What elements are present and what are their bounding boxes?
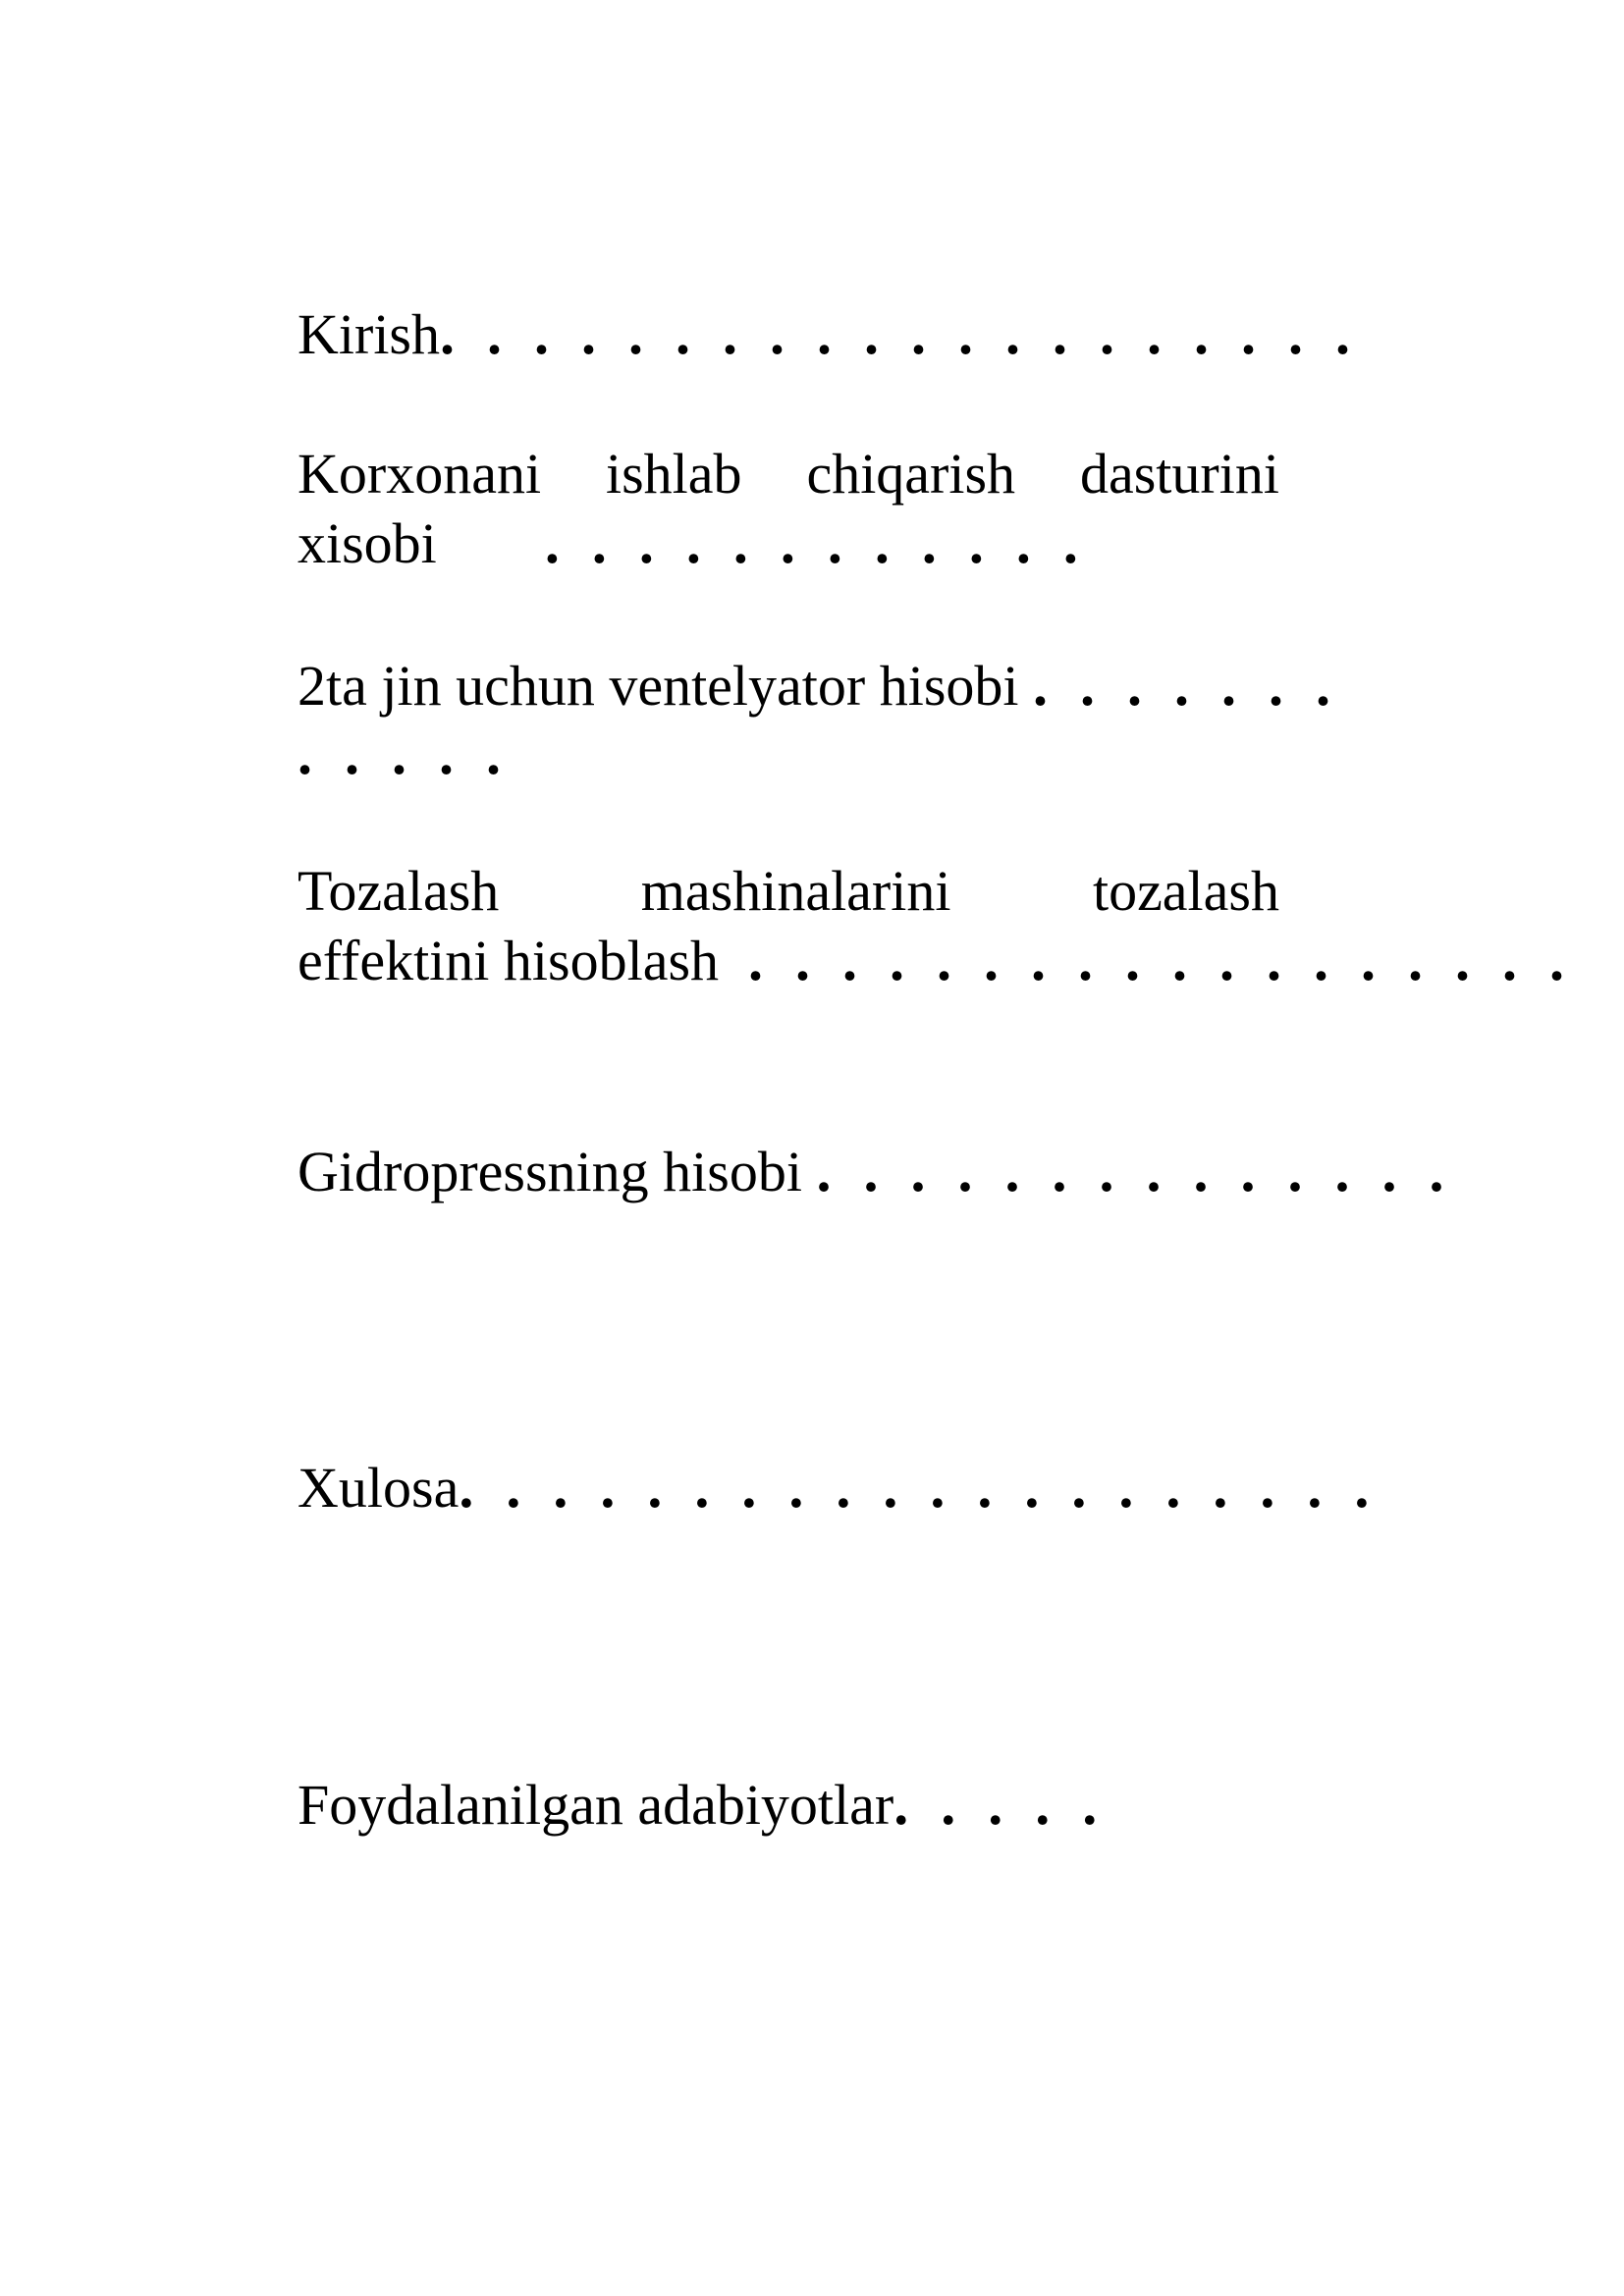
toc-leader-dots: . . . . . . . . . . . . . . . . . .: [748, 928, 1574, 992]
toc-entry-title-end: xisobi: [298, 511, 437, 575]
toc-leader-dots: . . . . . . . . . . . .: [544, 510, 1087, 575]
toc-entry-kirish: [298, 299, 1359, 368]
toc-entry-word: chiqarish: [806, 442, 1016, 506]
toc-entry-title-end: effektini hisoblash: [298, 929, 720, 992]
toc-leader-dots: . . . . . . . . . . . . . .: [816, 1139, 1453, 1203]
toc-entry-tozalash: [298, 857, 1574, 994]
toc-entry-title: 2ta jin uchun ventelyator hisobi: [298, 654, 1019, 718]
toc-entry-word: ishlab: [605, 442, 742, 506]
toc-entry-word: Tozalash: [298, 859, 500, 923]
toc-leader-dots: . . . . . . . . . . . . . . . . . . . .: [440, 301, 1359, 366]
toc-entry-korxonani: [298, 440, 1279, 577]
toc-entry-title: Foydalanilgan adabiyotlar: [298, 1773, 894, 1837]
toc-leader-dots-continued: . . . . .: [298, 721, 510, 786]
toc-leader-dots: . . . . . . . . . . . . . . . . . . . .: [459, 1455, 1379, 1520]
toc-entry-gidropress: [298, 1137, 1453, 1205]
toc-entry-word: tozalash: [1092, 859, 1279, 923]
toc-leader-dots: . . . . .: [893, 1772, 1107, 1837]
toc-entry-title: Gidropressning hisobi: [298, 1140, 802, 1203]
toc-entry-title: Xulosa: [298, 1456, 460, 1520]
toc-entry-xulosa: [298, 1453, 1379, 1522]
toc-entry-word: mashinalarini: [640, 859, 951, 923]
toc-entry-ventelyator: [298, 651, 1340, 788]
toc-leader-dots: . . . . . . .: [1033, 653, 1340, 718]
toc-entry-title: Kirish: [298, 302, 440, 366]
toc-entry-adabiyotlar: [298, 1770, 1279, 1839]
toc-entry-word: dasturini: [1079, 442, 1279, 506]
toc-entry-word: Korxonani: [298, 442, 542, 506]
